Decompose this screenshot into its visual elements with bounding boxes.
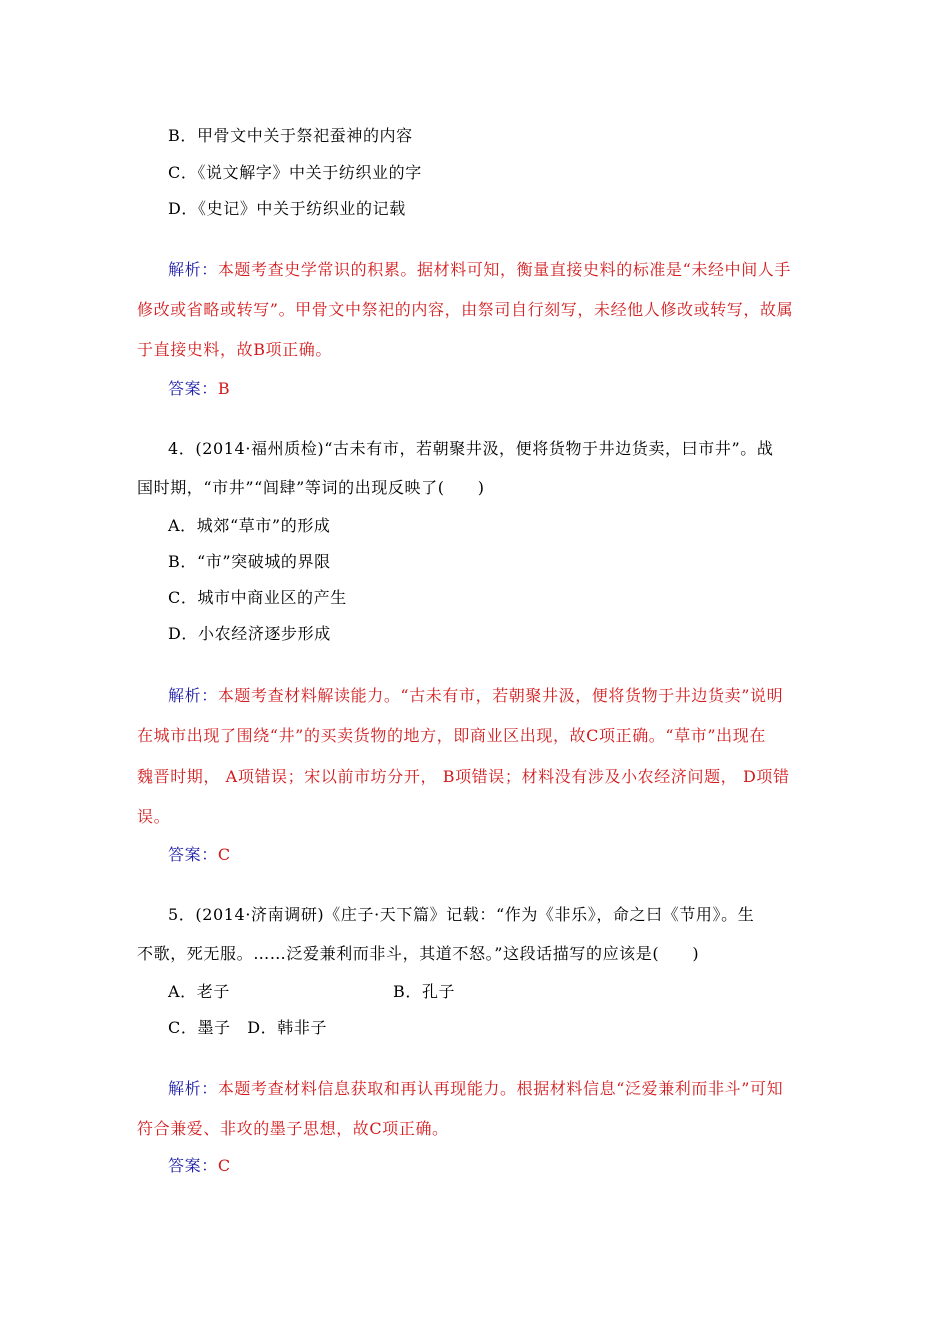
q3-option-d: D．《史记》中关于纺织业的记载 <box>168 199 406 218</box>
q5-answer-label: 答案： <box>168 1156 218 1175</box>
q5-analysis-line1 <box>168 1079 783 1099</box>
q3-analysis-line3: 于直接史料，故B项正确。 <box>137 340 332 359</box>
q5-analysis-text1: 本题考查材料信息获取和再认再现能力。根据材料信息“泛爱兼利而非斗”可知 <box>217 1079 784 1098</box>
q4-analysis-text1: 本题考查材料解读能力。“古未有市，若朝聚井汲，便将货物于井边货卖”说明 <box>217 686 784 705</box>
q4-answer <box>168 845 231 865</box>
q3-answer <box>168 379 230 399</box>
q4-analysis-line3: 魏晋时期， A项错误；宋以前市坊分开， B项错误；材料没有涉及小农经济问题， D项错 <box>137 767 790 786</box>
q3-analysis-line1 <box>168 260 791 280</box>
q4-analysis-line2: 在城市出现了围绕“井”的买卖货物的地方，即商业区出现，故C项正确。“草市”出现在 <box>137 726 766 745</box>
q4-stem-line1: 4．(2014·福州质检)“古未有市，若朝聚井汲，便将货物于井边货卖，曰市井”。战 <box>168 439 774 458</box>
q5-answer-value: C <box>217 1156 231 1175</box>
q5-option-b: B．孔子 <box>393 982 456 1001</box>
q3-answer-label: 答案： <box>168 379 218 398</box>
q5-stem-line2: 不歌，死无服。……泛爱兼利而非斗，其道不怒。”这段话描写的应该是( ) <box>137 944 700 963</box>
q3-analysis-line2: 修改或省略或转写”。甲骨文中祭祀的内容，由祭司自行刻写，未经他人修改或转写，故属 <box>137 300 794 319</box>
q4-analysis-line1 <box>168 686 783 706</box>
q4-answer-value: C <box>217 845 231 864</box>
q4-option-a: A．城郊“草市”的形成 <box>168 516 331 535</box>
q5-analysis-line2: 符合兼爱、非攻的墨子思想，故C项正确。 <box>137 1119 449 1138</box>
q4-analysis-line4: 误。 <box>137 807 171 826</box>
q4-answer-label: 答案： <box>168 845 218 864</box>
q5-stem-line1: 5．(2014·济南调研)《庄子·天下篇》记载：“作为《非乐》，命之曰《节用》。生 <box>168 905 755 924</box>
q4-analysis-label: 解析： <box>168 686 218 705</box>
q4-option-d: D．小农经济逐步形成 <box>168 624 331 643</box>
q5-options-c-d: C．墨子 D．韩非子 <box>168 1018 328 1037</box>
q3-answer-value: B <box>217 379 231 398</box>
q4-option-b: B．“市”突破城的界限 <box>168 552 331 571</box>
q5-answer <box>168 1156 231 1176</box>
q4-option-c: C．城市中商业区的产生 <box>168 588 347 607</box>
q5-analysis-label: 解析： <box>168 1079 218 1098</box>
q5-option-a: A．老子 <box>168 982 230 1001</box>
q3-option-b: B．甲骨文中关于祭祀蚕神的内容 <box>168 126 413 145</box>
q3-analysis-label: 解析： <box>168 260 218 279</box>
q3-option-c: C．《说文解字》中关于纺织业的字 <box>168 163 422 182</box>
q3-analysis-text1: 本题考查史学常识的积累。据材料可知，衡量直接史料的标准是“未经中间人手 <box>217 260 791 279</box>
q4-stem-line2: 国时期，“市井”“闾肆”等词的出现反映了( ) <box>137 478 485 497</box>
